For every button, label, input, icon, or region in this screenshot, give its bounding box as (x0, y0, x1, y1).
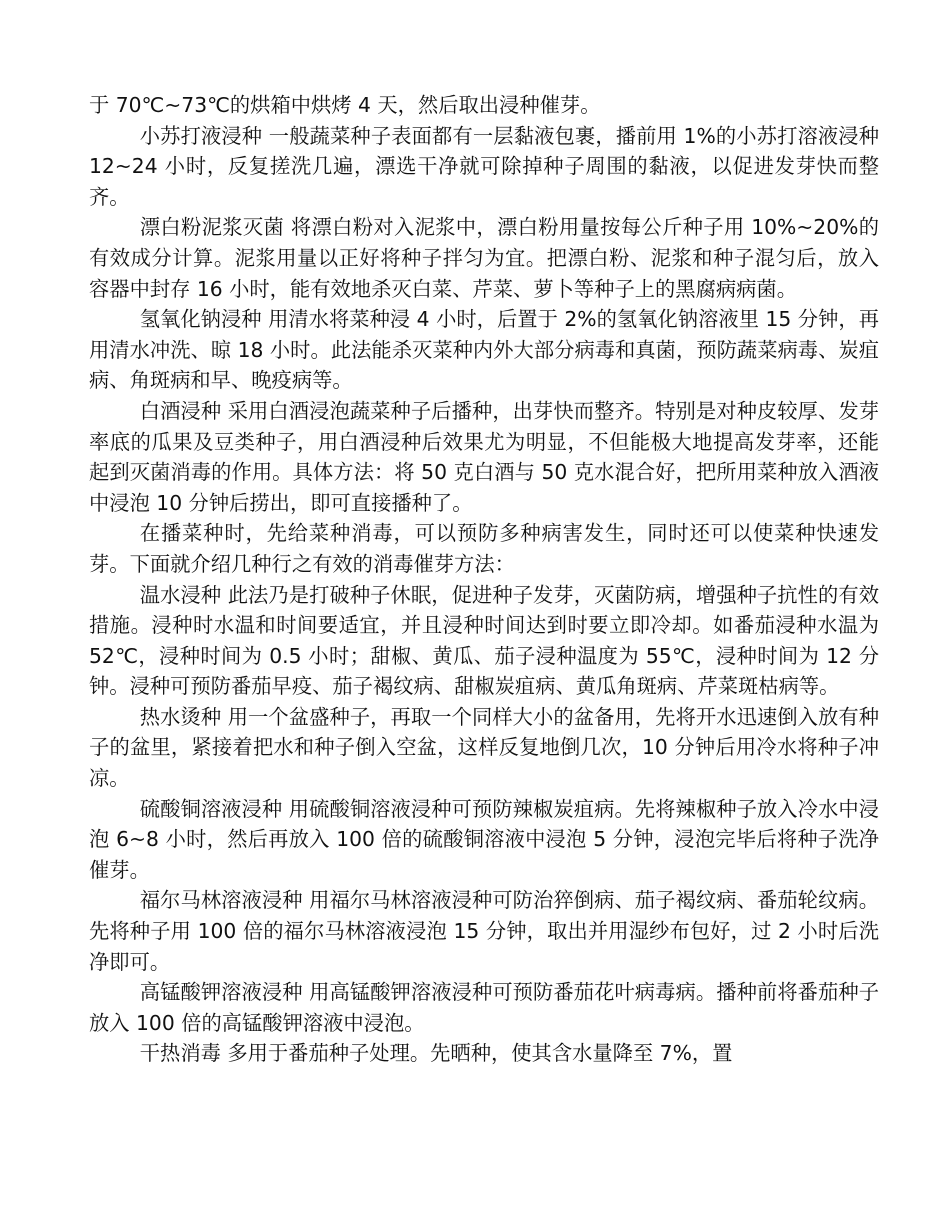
paragraph-sodium-hydroxide-soak: 氢氧化钠浸种 用清水将菜种浸 4 小时，后置于 2%的氢氧化钠溶液里 15 分钟，再用清水冲洗、晾 18 小时。此法能杀灭菜种内外大部分病毒和真菌，预防蔬菜病毒、炭疽病、角斑病和早、晚疫病等。 (89, 307, 879, 393)
paragraph-dry-heat: 干热消毒 多用于番茄种子处理。先晒种，使其含水量降至 7%，置 (139, 1041, 733, 1066)
paragraph-continuation: 于 70℃~73℃的烘箱中烘烤 4 天，然后取出浸种催芽。 (89, 93, 601, 117)
document-body (89, 90, 879, 1069)
paragraph-formalin-soak: 福尔马林溶液浸种 用福尔马林溶液浸种可防治猝倒病、茄子褐纹病、番茄轮纹病。先将种子用 100 倍的福尔马林溶液浸泡 15 分钟，取出并用湿纱布包好，过 2 小时后洗净即可。 (89, 888, 879, 974)
paragraph-baking-soda-soak: 小苏打液浸种 一般蔬菜种子表面都有一层黏液包裹，播前用 1%的小苏打溶液浸种 12~24 小时，反复搓洗几遍，漂选干净就可除掉种子周围的黏液，以促进发芽快而整齐。 (89, 123, 879, 209)
paragraph-intro-disinfection: 在播菜种时，先给菜种消毒，可以预防多种病害发生，同时还可以使菜种快速发芽。下面就介绍几种行之有效的消毒催芽方法： (89, 521, 879, 576)
paragraph-copper-sulfate-soak: 硫酸铜溶液浸种 用硫酸铜溶液浸种可预防辣椒炭疽病。先将辣椒种子放入冷水中浸泡 6~8 小时，然后再放入 100 倍的硫酸铜溶液中浸泡 5 分钟，浸泡完毕后将种子洗净催芽。 (89, 796, 879, 882)
paragraph-bleach-slurry: 漂白粉泥浆灭菌 将漂白粉对入泥浆中，漂白粉用量按每公斤种子用 10%~20%的有效成分计算。泥浆用量以正好将种子拌匀为宜。把漂白粉、泥浆和种子混匀后，放入容器中封存 16 小时，能有效地杀灭白菜、芹菜、萝卜等种子上的黑腐病病菌。 (89, 215, 879, 301)
paragraph-liquor-soak: 白酒浸种 采用白酒浸泡蔬菜种子后播种，出芽快而整齐。特别是对种皮较厚、发芽率底的瓜果及豆类种子，用白酒浸种后效果尤为明显，不但能极大地提高发芽率，还能起到灭菌消毒的作用。具体方法：将 50 克白酒与 50 克水混合好，把所用菜种放入酒液中浸泡 10 分钟后捞出，即可直接播种了。 (89, 398, 879, 515)
paragraph-warm-water-soak: 温水浸种 此法乃是打破种子休眠，促进种子发芽，灭菌防病，增强种子抗性的有效措施。浸种时水温和时间要适宜，并且浸种时间达到时要立即冷却。如番茄浸种水温为 52℃，浸种时间为 0.5 小时；甜椒、黄瓜、茄子浸种温度为 55℃，浸种时间为 12 分钟。浸种可预防番茄早疫、茄子褐纹病、甜椒炭疽病、黄瓜角斑病、芹菜斑枯病等。 (89, 582, 879, 699)
paragraph-permanganate-soak: 高锰酸钾溶液浸种 用高锰酸钾溶液浸种可预防番茄花叶病毒病。播种前将番茄种子放入 100 倍的高锰酸钾溶液中浸泡。 (89, 980, 879, 1035)
paragraph-hot-water-scald: 热水烫种 用一个盆盛种子，再取一个同样大小的盆备用，先将开水迅速倒入放有种子的盆里，紧接着把水和种子倒入空盆，这样反复地倒几次，10 分钟后用冷水将种子冲凉。 (89, 704, 879, 791)
